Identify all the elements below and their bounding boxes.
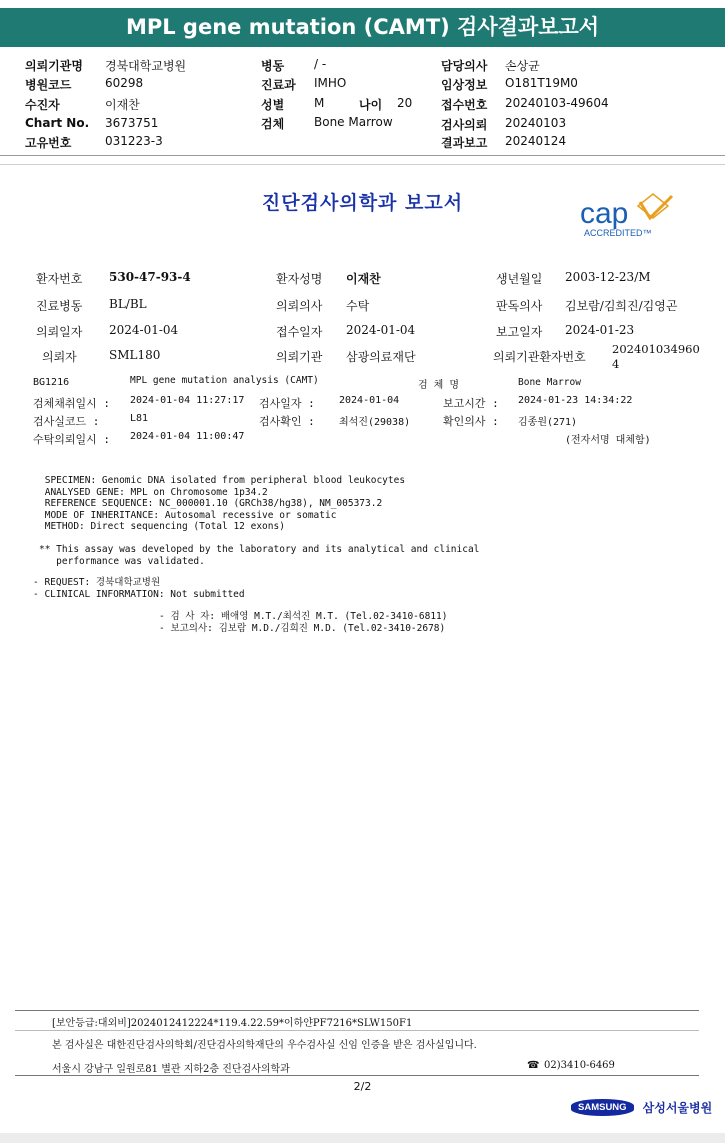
note-line: ** This assay was developed by the laboratory and its analytical and clinical (39, 544, 480, 555)
test-name: MPL gene mutation analysis (CAMT) (130, 375, 319, 386)
svg-text:ACCREDITED™: ACCREDITED™ (584, 228, 652, 238)
header-divider (0, 164, 725, 165)
reporttime-label: 보고시간 : (443, 397, 499, 410)
body-line: MODE OF INHERITANCE: Autosomal recessive or somatic (39, 509, 337, 521)
ref-patient-number: 202401034960 (612, 342, 700, 356)
cap-accredited-logo (578, 190, 678, 240)
labcode-value: L81 (130, 413, 149, 424)
patient-key: 생년월일 (496, 272, 543, 286)
age-label: 나이 (359, 98, 383, 112)
phone-icon: ☎ (527, 1060, 540, 1071)
patient-value: 수탁 (346, 299, 370, 313)
receipt-label: 수탁의뢰일시 : (33, 433, 111, 446)
patient-key: 의뢰기관환자번호 (493, 350, 586, 364)
staff-line: - 검 사 자: 배애영 M.T./최석진 M.T. (Tel.02-3410-6811) (159, 611, 448, 622)
header-key: 검체 (261, 117, 285, 131)
patient-key: 의뢰의사 (276, 299, 323, 313)
patient-key: 보고일자 (496, 325, 543, 339)
esign-note: (전자서명 대체함) (565, 435, 651, 446)
header-key: 결과보고 (441, 136, 488, 150)
header-value: O181T19M0 (505, 76, 578, 90)
header-value: M (314, 96, 325, 110)
testdate-label: 검사일자 : (259, 397, 315, 410)
hospital-logo-text: 삼성서울병원 (642, 1101, 713, 1115)
request-line: - REQUEST: 경북대학교병원 (33, 577, 161, 588)
header-key: 임상정보 (441, 78, 488, 92)
footer-divider (15, 1010, 699, 1011)
labcode-label: 검사실코드 : (33, 415, 100, 428)
patient-value: 삼광의료재단 (346, 350, 416, 364)
header-key: 고유번호 (25, 136, 72, 150)
certification-line: 본 검사실은 대한진단검사의학회/진단검사의학재단의 우수검사실 신임 인증을 받은 검사실입니다. (52, 1040, 477, 1051)
report-banner-title: MPL gene mutation (CAMT) 검사결과보고서 (0, 8, 725, 47)
security-line: [보안등급:대외비]2024012412224*119.4.22.59*이하얀PF7216*SLW150F1 (52, 1018, 413, 1029)
reporttime-value: 2024-01-23 14:34:22 (518, 395, 633, 406)
header-key: 의뢰기관명 (25, 59, 83, 73)
page-number: 2/2 (353, 1080, 372, 1093)
header-value: 손상균 (505, 59, 540, 73)
patient-value: 2024-01-04 (346, 323, 416, 337)
patient-key: 판독의사 (496, 299, 543, 313)
patient-value: 김보람/김희진/김영곤 (565, 299, 678, 313)
header-value: / - (314, 57, 327, 71)
confirm-label: 검사확인 : (259, 415, 315, 428)
header-value: 이재찬 (105, 98, 140, 112)
header-value: IMHO (314, 76, 347, 90)
patient-value: SML180 (109, 348, 161, 362)
header-key: 검사의뢰 (441, 118, 488, 132)
header-key: 접수번호 (441, 98, 488, 112)
receipt-value: 2024-01-04 11:00:47 (130, 431, 245, 442)
note-line: performance was validated. (39, 555, 205, 567)
patient-value: 530-47-93-4 (109, 270, 191, 284)
header-key: Chart No. (25, 116, 90, 130)
header-value: 3673751 (105, 116, 159, 130)
header-value: Bone Marrow (314, 115, 393, 129)
body-line: METHOD: Direct sequencing (Total 12 exons) (39, 521, 285, 532)
footer-divider (15, 1030, 699, 1031)
patient-value: 2003-12-23/M (565, 270, 651, 284)
patient-value: BL/BL (109, 297, 147, 311)
header-value: 20240103-49604 (505, 96, 609, 110)
collect-value: 2024-01-04 11:27:17 (130, 395, 245, 406)
header-key: 성별 (261, 98, 285, 112)
request-line: - CLINICAL INFORMATION: Not submitted (33, 588, 245, 600)
header-key: 수진자 (25, 98, 60, 112)
samsung-hospital-logo (571, 1097, 712, 1116)
phone-number: 02)3410-6469 (544, 1060, 615, 1071)
header-value: 경북대학교병원 (105, 59, 187, 73)
body-line: REFERENCE SEQUENCE: NC_000001.10 (GRCh38/hg38), NM_005373.2 (39, 498, 383, 509)
patient-key: 접수일자 (276, 325, 323, 339)
collect-label: 검체채취일시 : (33, 397, 111, 410)
confirm-value: 최석진(29038) (339, 417, 411, 428)
header-key: 담당의사 (441, 59, 488, 73)
patient-key: 진료병동 (36, 299, 83, 313)
header-value: 60298 (105, 76, 144, 90)
doctor-label: 확인의사 : (443, 415, 499, 428)
body-line: SPECIMEN: Genomic DNA isolated from peripheral blood leukocytes (39, 475, 406, 486)
test-code: BG1216 (33, 377, 70, 388)
age-value: 20 (397, 96, 413, 110)
header-key: 병동 (261, 59, 285, 73)
header-value: 20240124 (505, 134, 567, 148)
header-divider (0, 155, 725, 156)
patient-key: 환자성명 (276, 272, 323, 286)
samsung-logo: SAMSUNG (571, 1099, 634, 1116)
footer-divider (15, 1075, 699, 1076)
doctor-value: 김종원(271) (518, 417, 578, 428)
staff-line: - 보고의사: 김보람 M.D./김희진 M.D. (Tel.02-3410-2678) (159, 622, 446, 634)
address-line: 서울시 강남구 일원로81 별관 지하2층 진단검사의학과 (52, 1064, 290, 1075)
specimen-label: 검 체 명 (418, 380, 460, 391)
patient-value: 이재찬 (346, 272, 381, 286)
header-value: 20240103 (505, 116, 567, 130)
header-key: 병원코드 (25, 78, 72, 92)
specimen-value: Bone Marrow (518, 377, 581, 388)
report-title: 진단검사의학과 보고서 (261, 192, 464, 214)
patient-value: 2024-01-04 (109, 323, 179, 337)
patient-key: 의뢰기관 (276, 350, 323, 364)
patient-key: 의뢰일자 (36, 325, 83, 339)
ref-patient-number-tail: 4 (612, 357, 620, 371)
patient-value: 2024-01-23 (565, 323, 635, 337)
patient-key: 의뢰자 (42, 350, 77, 364)
header-key: 진료과 (261, 78, 296, 92)
svg-text:cap: cap (580, 197, 629, 230)
header-value: 031223-3 (105, 134, 163, 148)
testdate-value: 2024-01-04 (339, 395, 400, 406)
body-line: ANALYSED GENE: MPL on Chromosome 1p34.2 (39, 486, 268, 498)
patient-key: 환자번호 (36, 272, 83, 286)
